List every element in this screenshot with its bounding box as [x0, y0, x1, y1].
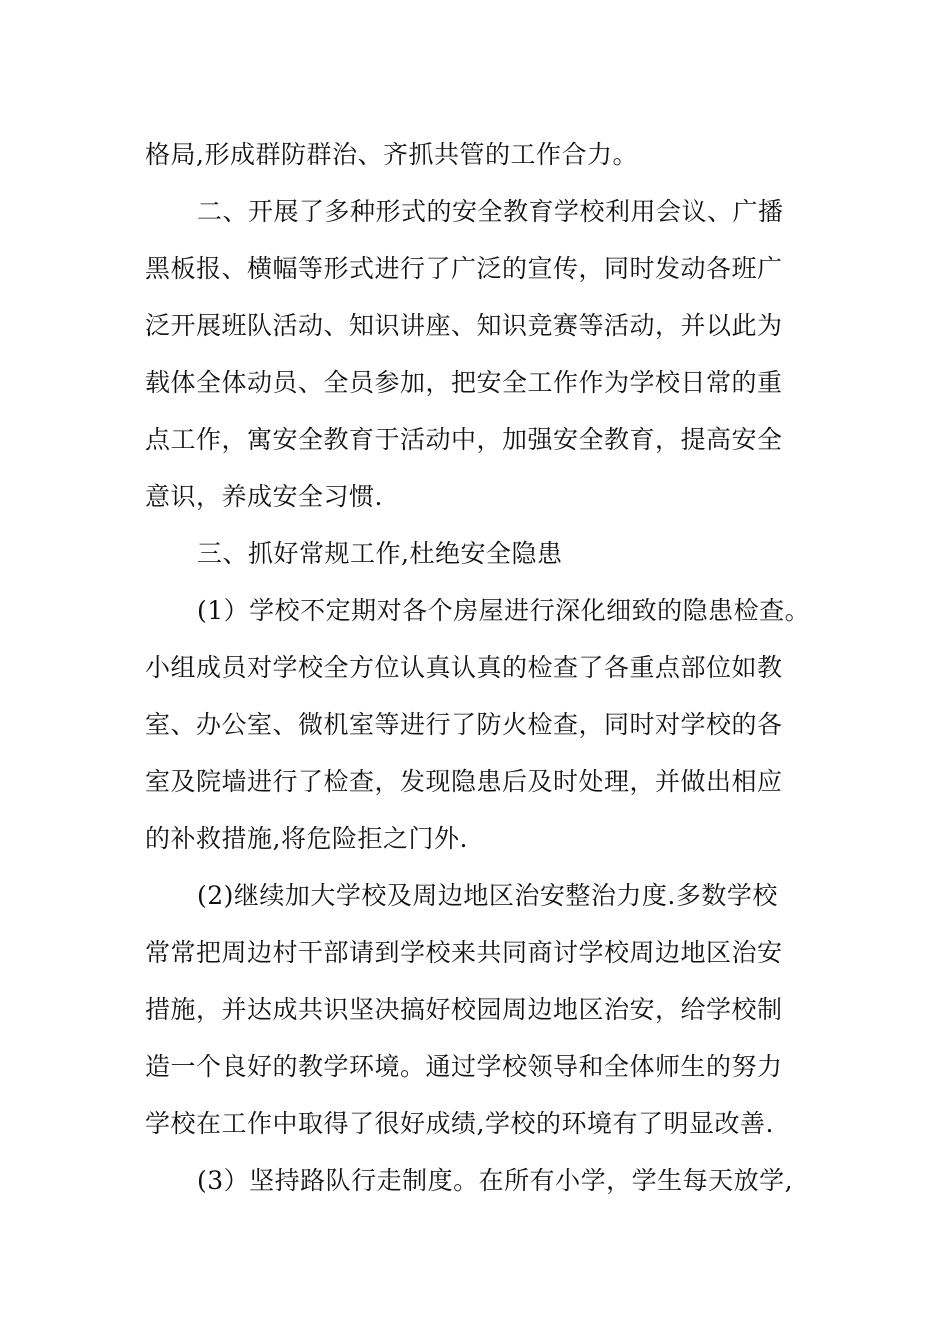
text-line-1: 格局,形成群防群治、齐抓共管的工作合力。: [145, 140, 638, 169]
text-line-3: 黑板报、横幅等形式进行了广泛的宣传，同时发动各班广: [145, 254, 783, 283]
section-heading: 三、抓好常规工作,杜绝安全隐患: [197, 539, 563, 568]
text-line-11: 室、办公室、微机室等进行了防火检查，同时对学校的各: [145, 710, 783, 739]
text-line-2: 二、开展了多种形式的安全教育学校利用会议、广播: [197, 197, 784, 226]
text-line-14: (2)继续加大学校及周边地区治安整治力度.多数学校: [197, 881, 778, 910]
text-line-4: 泛开展班队活动、知识讲座、知识竞赛等活动，并以此为: [145, 311, 783, 340]
text-line-7: 意识，养成安全习惯.: [145, 482, 383, 511]
text-line-18: 学校在工作中取得了很好成绩,学校的环境有了明显改善.: [145, 1109, 774, 1138]
text-line-10: 小组成员对学校全方位认真认真的检查了各重点部位如教: [145, 653, 783, 682]
text-line-16: 措施，并达成共识坚决搞好校园周边地区治安，给学校制: [145, 995, 783, 1024]
text-line-17: 造一个良好的教学环境。通过学校领导和全体师生的努力: [145, 1052, 783, 1081]
text-line-5: 载体全体动员、全员参加，把安全工作作为学校日常的重: [145, 368, 783, 397]
text-line-13: 的补救措施,将危险拒之门外.: [145, 824, 468, 853]
document-body: [145, 126, 825, 1209]
text-line-9: (1）学校不定期对各个房屋进行深化细致的隐患检查。: [197, 596, 811, 625]
text-line-19: (3）坚持路队行走制度。在所有小学，学生每天放学,: [197, 1166, 794, 1195]
text-line-6: 点工作，寓安全教育于活动中，加强安全教育，提高安全: [145, 425, 783, 454]
text-line-15: 常常把周边村干部请到学校来共同商讨学校周边地区治安: [145, 938, 783, 967]
text-line-12: 室及院墙进行了检查，发现隐患后及时处理，并做出相应: [145, 767, 783, 796]
